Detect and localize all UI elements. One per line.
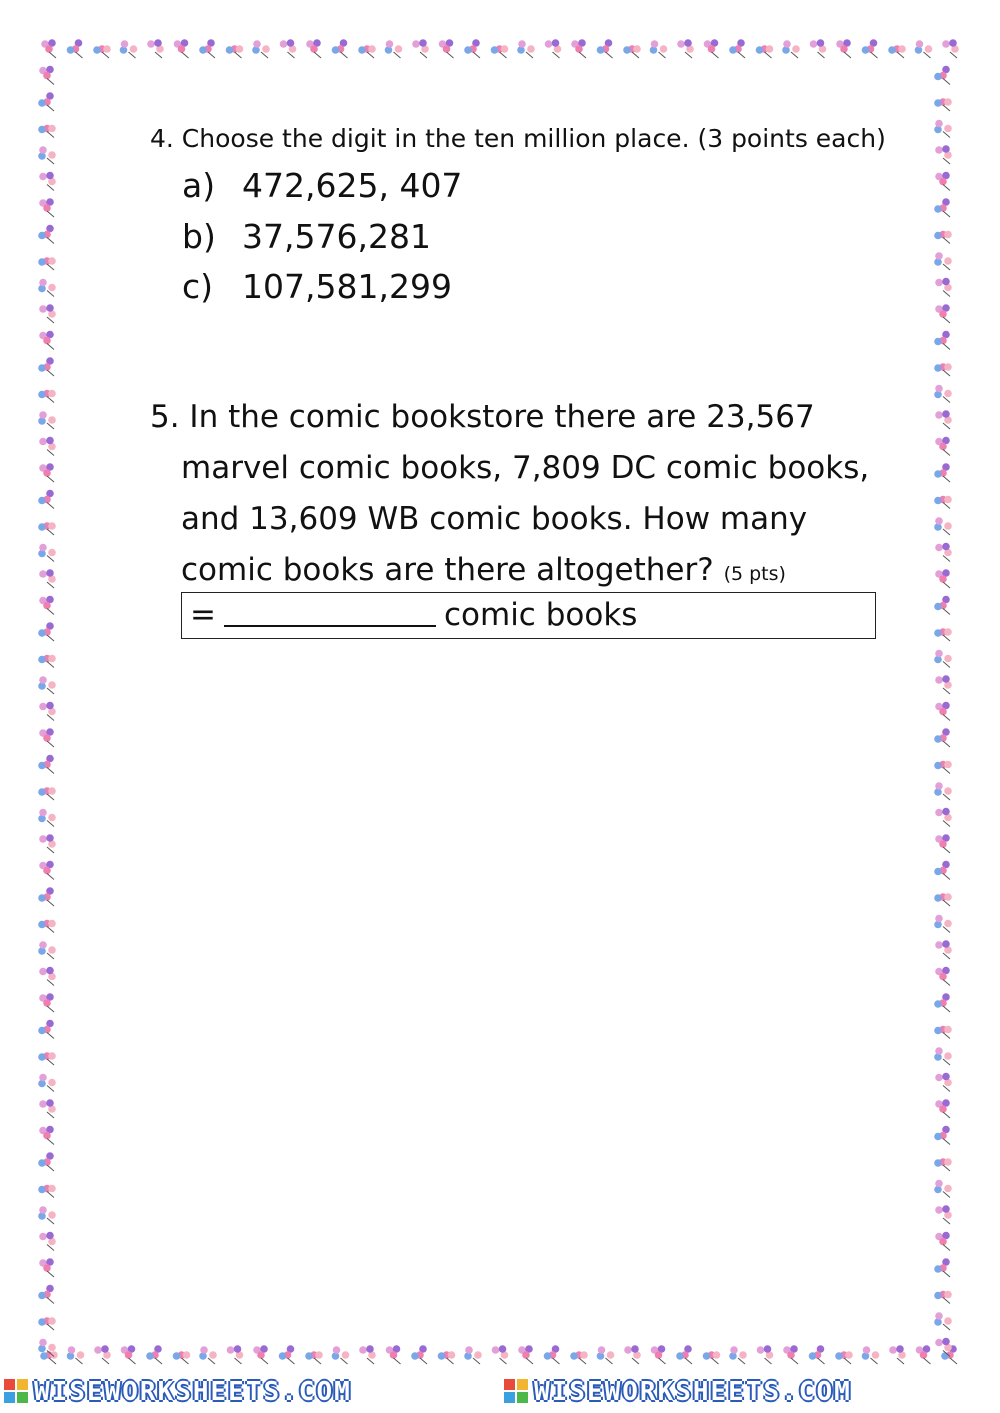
balloon-bunch-icon [464, 39, 480, 58]
balloon-bunch-icon [889, 1345, 906, 1364]
item-number: 37,576,281 [242, 217, 431, 256]
balloon-bunch-icon [38, 92, 54, 111]
balloon-bunch-icon [199, 1346, 217, 1364]
balloon-bunch-icon [38, 1052, 56, 1065]
balloon-bunch-icon [517, 40, 535, 58]
border-left [38, 38, 64, 1370]
balloon-bunch-icon [226, 45, 244, 58]
balloon-bunch-icon [782, 40, 800, 58]
balloon-bunch-icon [544, 1345, 560, 1364]
balloon-bunch-icon [438, 1351, 456, 1364]
balloon-bunch-icon [306, 39, 321, 58]
question-5-line-3: and 13,609 WB comic books. How many [181, 501, 808, 537]
balloon-bunch-icon [934, 517, 952, 535]
balloon-bunch-icon [934, 252, 952, 270]
balloon-bunch-icon [934, 596, 950, 615]
balloon-bunch-icon [935, 543, 952, 562]
watermark-text: WISEWORKSHEETS.COM [534, 1377, 852, 1407]
balloon-bunch-icon [677, 39, 694, 58]
answer-suffix: comic books [443, 597, 638, 633]
balloon-bunch-icon [935, 1099, 950, 1118]
border-right [934, 38, 960, 1370]
balloon-bunch-icon [94, 1345, 111, 1364]
balloon-bunch-icon [492, 1345, 509, 1364]
balloon-bunch-icon [597, 39, 613, 58]
balloon-bunch-icon [39, 1099, 56, 1118]
balloon-bunch-icon [305, 1351, 323, 1364]
balloon-bunch-icon [39, 702, 56, 721]
balloon-bunch-icon [280, 39, 297, 58]
balloon-bunch-icon [174, 39, 189, 58]
balloon-bunch-icon [38, 676, 56, 694]
balloon-bunch-icon [332, 1346, 350, 1364]
footer-watermark [0, 1377, 1000, 1407]
question-4-prompt: 4. Choose the digit in the ten million place. (3 points each) [150, 124, 886, 153]
question-5-line-1: 5. In the comic bookstore there are 23,567 [150, 399, 815, 435]
balloon-bunch-icon [39, 1126, 54, 1145]
balloon-bunch-icon [38, 522, 56, 535]
balloon-bunch-icon [39, 569, 56, 588]
balloon-bunch-icon [935, 808, 952, 827]
balloon-bunch-icon [385, 40, 403, 58]
balloon-bunch-icon [934, 1258, 950, 1277]
balloon-bunch-icon [934, 463, 950, 482]
balloon-bunch-icon [38, 655, 56, 668]
balloon-bunch-icon [38, 490, 54, 509]
balloon-bunch-icon [862, 1346, 880, 1364]
balloon-bunch-icon [279, 1345, 295, 1364]
item-number: 472,625, 407 [242, 166, 463, 205]
balloon-bunch-icon [545, 39, 562, 58]
balloon-bunch-icon [38, 1317, 56, 1330]
balloon-bunch-icon [439, 39, 454, 58]
balloon-bunch-icon [836, 39, 851, 58]
balloon-bunch-icon [491, 45, 509, 58]
balloon-bunch-icon [411, 1345, 427, 1364]
wiseworksheets-logo-icon [4, 1379, 28, 1403]
border-top [40, 38, 960, 64]
balloon-bunch-icon [38, 146, 56, 164]
answer-box [181, 592, 876, 639]
balloon-bunch-icon [934, 385, 952, 403]
points-label: (5 pts) [723, 563, 786, 585]
balloon-bunch-icon [38, 125, 56, 138]
balloon-bunch-icon [810, 39, 827, 58]
balloon-bunch-icon [93, 45, 111, 58]
balloon-bunch-icon [146, 1345, 162, 1364]
balloon-bunch-icon [916, 1345, 931, 1364]
balloon-bunch-icon [703, 1351, 721, 1364]
balloon-bunch-icon [757, 1345, 774, 1364]
balloon-bunch-icon [199, 39, 215, 58]
balloon-bunch-icon [935, 967, 950, 986]
balloon-bunch-icon [935, 940, 952, 959]
balloon-bunch-icon [67, 39, 83, 58]
wiseworksheets-logo-icon [504, 1379, 528, 1403]
balloon-bunch-icon [597, 1346, 615, 1364]
watermark-text: WISEWORKSHEETS.COM [34, 1377, 352, 1407]
balloon-bunch-icon [38, 1074, 56, 1092]
balloon-bunch-icon [934, 1158, 952, 1171]
balloon-bunch-icon [39, 993, 54, 1012]
balloon-bunch-icon [935, 569, 950, 588]
question-4-item-c [182, 267, 452, 306]
balloon-bunch-icon [39, 1258, 54, 1277]
balloon-bunch-icon [888, 45, 906, 58]
balloon-bunch-icon [935, 675, 952, 694]
balloon-bunch-icon [38, 920, 56, 933]
balloon-bunch-icon [934, 915, 952, 933]
balloon-bunch-icon [332, 39, 348, 58]
watermark-left [4, 1377, 352, 1407]
balloon-bunch-icon [358, 45, 376, 58]
balloon-bunch-icon [934, 1126, 950, 1145]
balloon-bunch-icon [38, 787, 56, 800]
balloon-bunch-icon [227, 1345, 244, 1364]
balloon-bunch-icon [38, 809, 56, 827]
balloon-bunch-icon [783, 1345, 798, 1364]
balloon-bunch-icon [38, 622, 54, 641]
balloon-bunch-icon [39, 1232, 56, 1251]
balloon-bunch-icon [38, 887, 54, 906]
balloon-bunch-icon [935, 1073, 952, 1092]
balloon-bunch-icon [38, 1206, 56, 1224]
balloon-bunch-icon [39, 304, 56, 323]
balloon-bunch-icon [934, 331, 950, 350]
balloon-bunch-icon [121, 1345, 136, 1364]
balloon-bunch-icon [756, 45, 774, 58]
balloon-bunch-icon [173, 1351, 191, 1364]
balloon-bunch-icon [729, 1346, 747, 1364]
item-letter: a) [182, 166, 216, 205]
balloon-bunch-icon [809, 1345, 825, 1364]
balloon-bunch-icon [935, 1338, 952, 1357]
balloon-bunch-icon [935, 702, 950, 721]
question-4-item-a [182, 166, 462, 205]
balloon-bunch-icon [934, 1047, 952, 1065]
balloon-bunch-icon [934, 761, 952, 774]
balloon-bunch-icon [935, 145, 952, 164]
balloon-bunch-icon [623, 45, 641, 58]
balloon-bunch-icon [39, 331, 54, 350]
balloon-bunch-icon [934, 893, 952, 906]
answer-prefix: = [190, 597, 216, 633]
balloon-bunch-icon [935, 410, 952, 429]
item-letter: b) [182, 217, 216, 256]
balloon-bunch-icon [676, 1345, 692, 1364]
question-4-item-b [182, 217, 431, 256]
balloon-bunch-icon [934, 66, 950, 85]
balloon-bunch-icon [39, 198, 54, 217]
balloon-bunch-icon [412, 39, 429, 58]
balloon-bunch-icon [935, 1232, 950, 1251]
answer-blank[interactable] [224, 595, 436, 627]
balloon-bunch-icon [934, 231, 952, 244]
balloon-bunch-icon [935, 304, 950, 323]
balloon-bunch-icon [651, 1345, 666, 1364]
item-number: 107,581,299 [242, 267, 452, 306]
balloon-bunch-icon [934, 1312, 952, 1330]
balloon-bunch-icon [570, 1351, 588, 1364]
question-5 [150, 392, 890, 600]
balloon-bunch-icon [934, 1291, 952, 1304]
item-letter: c) [182, 267, 214, 306]
balloon-bunch-icon [39, 967, 56, 986]
balloon-bunch-icon [39, 172, 56, 191]
watermark-right [504, 1377, 852, 1407]
balloon-bunch-icon [39, 66, 54, 85]
balloon-bunch-icon [835, 1351, 853, 1364]
balloon-bunch-icon [147, 39, 164, 58]
balloon-bunch-icon [38, 755, 54, 774]
balloon-bunch-icon [935, 437, 950, 456]
balloon-bunch-icon [518, 1345, 533, 1364]
border-bottom [40, 1344, 960, 1370]
balloon-bunch-icon [862, 39, 878, 58]
balloon-bunch-icon [915, 40, 933, 58]
balloon-bunch-icon [934, 993, 950, 1012]
balloon-bunch-icon [386, 1345, 401, 1364]
balloon-bunch-icon [934, 782, 952, 800]
balloon-bunch-icon [934, 363, 952, 376]
balloon-bunch-icon [39, 834, 56, 853]
balloon-bunch-icon [38, 544, 56, 562]
balloon-bunch-icon [38, 390, 56, 403]
balloon-bunch-icon [934, 1180, 952, 1198]
balloon-bunch-icon [252, 40, 270, 58]
balloon-bunch-icon [464, 1346, 482, 1364]
balloon-bunch-icon [934, 496, 952, 509]
balloon-bunch-icon [38, 1020, 54, 1039]
balloon-bunch-icon [934, 861, 950, 880]
balloon-bunch-icon [38, 941, 56, 959]
balloon-bunch-icon [38, 225, 54, 244]
balloon-bunch-icon [38, 411, 56, 429]
balloon-bunch-icon [39, 596, 54, 615]
balloon-bunch-icon [624, 1345, 641, 1364]
question-5-line-4-text: comic books are there altogether? [181, 552, 714, 588]
balloon-bunch-icon [39, 463, 54, 482]
balloon-bunch-icon [38, 1339, 56, 1357]
balloon-bunch-icon [704, 39, 719, 58]
balloon-bunch-icon [359, 1345, 376, 1364]
balloon-bunch-icon [934, 650, 952, 668]
balloon-bunch-icon [934, 1026, 952, 1039]
balloon-bunch-icon [38, 257, 56, 270]
balloon-bunch-icon [39, 728, 54, 747]
balloon-bunch-icon [39, 437, 56, 456]
balloon-bunch-icon [67, 1346, 85, 1364]
balloon-bunch-icon [120, 40, 138, 58]
balloon-bunch-icon [934, 120, 952, 138]
balloon-bunch-icon [38, 357, 54, 376]
balloon-bunch-icon [650, 40, 668, 58]
balloon-bunch-icon [935, 278, 952, 297]
question-5-line-2: marvel comic books, 7,809 DC comic books, [181, 450, 870, 486]
balloon-bunch-icon [571, 39, 586, 58]
balloon-bunch-icon [934, 628, 952, 641]
balloon-bunch-icon [38, 1185, 56, 1198]
balloon-bunch-icon [253, 1345, 268, 1364]
balloon-bunch-icon [38, 1152, 54, 1171]
balloon-bunch-icon [935, 172, 950, 191]
balloon-bunch-icon [934, 198, 950, 217]
balloon-bunch-icon [729, 39, 745, 58]
balloon-bunch-icon [39, 861, 54, 880]
balloon-bunch-icon [38, 1285, 54, 1304]
balloon-bunch-icon [934, 728, 950, 747]
balloon-bunch-icon [935, 834, 950, 853]
balloon-bunch-icon [935, 1205, 952, 1224]
balloon-bunch-icon [934, 98, 952, 111]
balloon-bunch-icon [38, 279, 56, 297]
